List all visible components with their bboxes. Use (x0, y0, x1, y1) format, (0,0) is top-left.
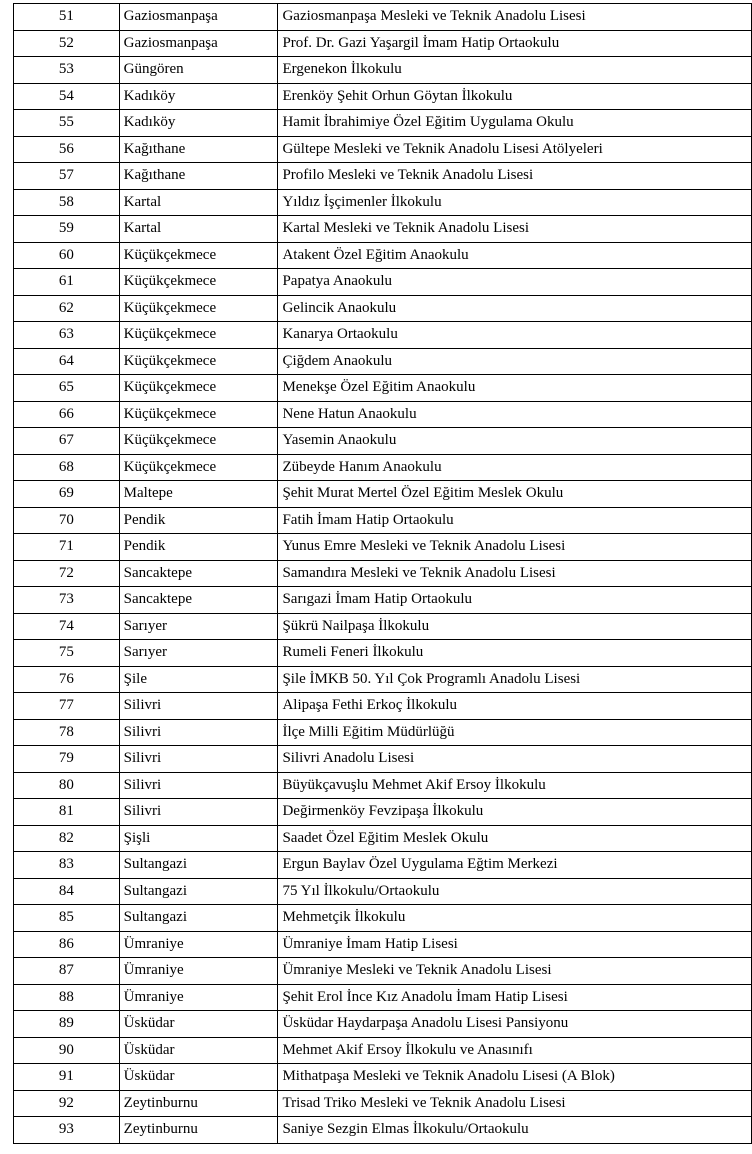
school-name-cell: Ergun Baylav Özel Uygulama Eğtim Merkezi (278, 852, 752, 879)
school-name-cell: Büyükçavuşlu Mehmet Akif Ersoy İlkokulu (278, 772, 752, 799)
row-number: 85 (14, 905, 120, 932)
school-name-cell: Şile İMKB 50. Yıl Çok Programlı Anadolu Lisesi (278, 666, 752, 693)
school-name-cell: İlçe Milli Eğitim Müdürlüğü (278, 719, 752, 746)
table-row (14, 772, 752, 799)
row-number: 70 (14, 507, 120, 534)
table-row (14, 905, 752, 932)
district-cell: Sultangazi (119, 852, 278, 879)
row-number: 91 (14, 1064, 120, 1091)
table-row (14, 216, 752, 243)
district-cell: Kadıköy (119, 110, 278, 137)
district-cell: Sarıyer (119, 640, 278, 667)
table-row (14, 613, 752, 640)
school-name-cell: Gelincik Anaokulu (278, 295, 752, 322)
row-number: 78 (14, 719, 120, 746)
table-row (14, 958, 752, 985)
table-row (14, 348, 752, 375)
district-cell: Silivri (119, 693, 278, 720)
district-cell: Kağıthane (119, 163, 278, 190)
row-number: 86 (14, 931, 120, 958)
district-cell: Ümraniye (119, 984, 278, 1011)
district-cell: Küçükçekmece (119, 401, 278, 428)
row-number: 81 (14, 799, 120, 826)
district-cell: Silivri (119, 746, 278, 773)
row-number: 93 (14, 1117, 120, 1144)
row-number: 76 (14, 666, 120, 693)
district-cell: Silivri (119, 772, 278, 799)
school-name-cell: Saadet Özel Eğitim Meslek Okulu (278, 825, 752, 852)
school-name-cell: 75 Yıl İlkokulu/Ortaokulu (278, 878, 752, 905)
row-number: 61 (14, 269, 120, 296)
district-cell: Küçükçekmece (119, 428, 278, 455)
district-cell: Küçükçekmece (119, 295, 278, 322)
district-cell: Gaziosmanpaşa (119, 30, 278, 57)
table-row (14, 984, 752, 1011)
row-number: 62 (14, 295, 120, 322)
row-number: 59 (14, 216, 120, 243)
district-cell: Üsküdar (119, 1011, 278, 1038)
school-name-cell: Ümraniye Mesleki ve Teknik Anadolu Lisesi (278, 958, 752, 985)
row-number: 63 (14, 322, 120, 349)
school-name-cell: Değirmenköy Fevzipaşa İlkokulu (278, 799, 752, 826)
table-row (14, 560, 752, 587)
district-cell: Ümraniye (119, 931, 278, 958)
school-name-cell: Mehmetçik İlkokulu (278, 905, 752, 932)
table-row (14, 507, 752, 534)
school-name-cell: Gültepe Mesleki ve Teknik Anadolu Lisesi Atölyeleri (278, 136, 752, 163)
school-name-cell: Silivri Anadolu Lisesi (278, 746, 752, 773)
row-number: 51 (14, 4, 120, 31)
row-number: 92 (14, 1090, 120, 1117)
school-name-cell: Yunus Emre Mesleki ve Teknik Anadolu Lisesi (278, 534, 752, 561)
table-row (14, 587, 752, 614)
row-number: 75 (14, 640, 120, 667)
school-name-cell: Profilo Mesleki ve Teknik Anadolu Lisesi (278, 163, 752, 190)
row-number: 65 (14, 375, 120, 402)
district-cell: Sarıyer (119, 613, 278, 640)
school-name-cell: Prof. Dr. Gazi Yaşargil İmam Hatip Ortaokulu (278, 30, 752, 57)
table-row (14, 428, 752, 455)
district-cell: Sultangazi (119, 905, 278, 932)
district-cell: Gaziosmanpaşa (119, 4, 278, 31)
table-row (14, 1117, 752, 1144)
district-cell: Küçükçekmece (119, 454, 278, 481)
school-name-cell: Gaziosmanpaşa Mesleki ve Teknik Anadolu Lisesi (278, 4, 752, 31)
row-number: 58 (14, 189, 120, 216)
district-cell: Şile (119, 666, 278, 693)
district-cell: Küçükçekmece (119, 269, 278, 296)
row-number: 77 (14, 693, 120, 720)
district-cell: Sultangazi (119, 878, 278, 905)
school-name-cell: Şükrü Nailpaşa İlkokulu (278, 613, 752, 640)
row-number: 80 (14, 772, 120, 799)
table-row (14, 481, 752, 508)
table-row (14, 534, 752, 561)
row-number: 89 (14, 1011, 120, 1038)
district-cell: Şişli (119, 825, 278, 852)
table-row (14, 825, 752, 852)
table-row (14, 83, 752, 110)
school-name-cell: Kanarya Ortaokulu (278, 322, 752, 349)
table-row (14, 454, 752, 481)
district-cell: Zeytinburnu (119, 1117, 278, 1144)
school-name-cell: Kartal Mesleki ve Teknik Anadolu Lisesi (278, 216, 752, 243)
table-row (14, 719, 752, 746)
school-name-cell: Ergenekon İlkokulu (278, 57, 752, 84)
school-list-table (13, 3, 752, 1144)
table-row (14, 878, 752, 905)
table-row (14, 1011, 752, 1038)
table-row (14, 4, 752, 31)
district-cell: Sancaktepe (119, 560, 278, 587)
table-row (14, 1037, 752, 1064)
district-cell: Kadıköy (119, 83, 278, 110)
district-cell: Zeytinburnu (119, 1090, 278, 1117)
table-row (14, 852, 752, 879)
school-name-cell: Papatya Anaokulu (278, 269, 752, 296)
row-number: 87 (14, 958, 120, 985)
table-row (14, 189, 752, 216)
district-cell: Ümraniye (119, 958, 278, 985)
row-number: 73 (14, 587, 120, 614)
row-number: 60 (14, 242, 120, 269)
school-name-cell: Zübeyde Hanım Anaokulu (278, 454, 752, 481)
school-name-cell: Üsküdar Haydarpaşa Anadolu Lisesi Pansiyonu (278, 1011, 752, 1038)
district-cell: Sancaktepe (119, 587, 278, 614)
table-row (14, 693, 752, 720)
row-number: 55 (14, 110, 120, 137)
school-name-cell: Yıldız İşçimenler İlkokulu (278, 189, 752, 216)
row-number: 88 (14, 984, 120, 1011)
table-row (14, 295, 752, 322)
district-cell: Küçükçekmece (119, 322, 278, 349)
school-name-cell: Nene Hatun Anaokulu (278, 401, 752, 428)
table-row (14, 57, 752, 84)
table-row (14, 640, 752, 667)
table-row (14, 269, 752, 296)
district-cell: Pendik (119, 507, 278, 534)
row-number: 79 (14, 746, 120, 773)
row-number: 54 (14, 83, 120, 110)
school-name-cell: Erenköy Şehit Orhun Göytan İlkokulu (278, 83, 752, 110)
school-name-cell: Mehmet Akif Ersoy İlkokulu ve Anasınıfı (278, 1037, 752, 1064)
row-number: 67 (14, 428, 120, 455)
district-cell: Küçükçekmece (119, 375, 278, 402)
district-cell: Üsküdar (119, 1064, 278, 1091)
table-row (14, 375, 752, 402)
district-cell: Pendik (119, 534, 278, 561)
district-cell: Kağıthane (119, 136, 278, 163)
district-cell: Güngören (119, 57, 278, 84)
row-number: 83 (14, 852, 120, 879)
table-row (14, 1090, 752, 1117)
school-name-cell: Mithatpaşa Mesleki ve Teknik Anadolu Lisesi (A Blok) (278, 1064, 752, 1091)
school-name-cell: Samandıra Mesleki ve Teknik Anadolu Lisesi (278, 560, 752, 587)
district-cell: Küçükçekmece (119, 348, 278, 375)
school-name-cell: Saniye Sezgin Elmas İlkokulu/Ortaokulu (278, 1117, 752, 1144)
school-name-cell: Şehit Erol İnce Kız Anadolu İmam Hatip Lisesi (278, 984, 752, 1011)
row-number: 66 (14, 401, 120, 428)
row-number: 53 (14, 57, 120, 84)
row-number: 84 (14, 878, 120, 905)
row-number: 68 (14, 454, 120, 481)
table-row (14, 110, 752, 137)
table-row (14, 799, 752, 826)
school-name-cell: Rumeli Feneri İlkokulu (278, 640, 752, 667)
school-name-cell: Sarıgazi İmam Hatip Ortaokulu (278, 587, 752, 614)
school-name-cell: Atakent Özel Eğitim Anaokulu (278, 242, 752, 269)
table-body (14, 4, 752, 1144)
table-row (14, 30, 752, 57)
row-number: 90 (14, 1037, 120, 1064)
district-cell: Silivri (119, 799, 278, 826)
district-cell: Kartal (119, 189, 278, 216)
table-row (14, 322, 752, 349)
row-number: 57 (14, 163, 120, 190)
district-cell: Kartal (119, 216, 278, 243)
school-name-cell: Hamit İbrahimiye Özel Eğitim Uygulama Okulu (278, 110, 752, 137)
school-name-cell: Trisad Triko Mesleki ve Teknik Anadolu Lisesi (278, 1090, 752, 1117)
row-number: 74 (14, 613, 120, 640)
district-cell: Üsküdar (119, 1037, 278, 1064)
school-name-cell: Fatih İmam Hatip Ortaokulu (278, 507, 752, 534)
row-number: 71 (14, 534, 120, 561)
row-number: 64 (14, 348, 120, 375)
row-number: 52 (14, 30, 120, 57)
table-row (14, 401, 752, 428)
school-name-cell: Menekşe Özel Eğitim Anaokulu (278, 375, 752, 402)
table-row (14, 666, 752, 693)
row-number: 72 (14, 560, 120, 587)
district-cell: Maltepe (119, 481, 278, 508)
table-row (14, 746, 752, 773)
table-row (14, 163, 752, 190)
school-name-cell: Çiğdem Anaokulu (278, 348, 752, 375)
row-number: 69 (14, 481, 120, 508)
school-name-cell: Yasemin Anaokulu (278, 428, 752, 455)
table-row (14, 931, 752, 958)
table-row (14, 136, 752, 163)
district-cell: Küçükçekmece (119, 242, 278, 269)
school-name-cell: Ümraniye İmam Hatip Lisesi (278, 931, 752, 958)
row-number: 82 (14, 825, 120, 852)
school-name-cell: Şehit Murat Mertel Özel Eğitim Meslek Okulu (278, 481, 752, 508)
table-row (14, 242, 752, 269)
district-cell: Silivri (119, 719, 278, 746)
school-name-cell: Alipaşa Fethi Erkoç İlkokulu (278, 693, 752, 720)
row-number: 56 (14, 136, 120, 163)
table-row (14, 1064, 752, 1091)
